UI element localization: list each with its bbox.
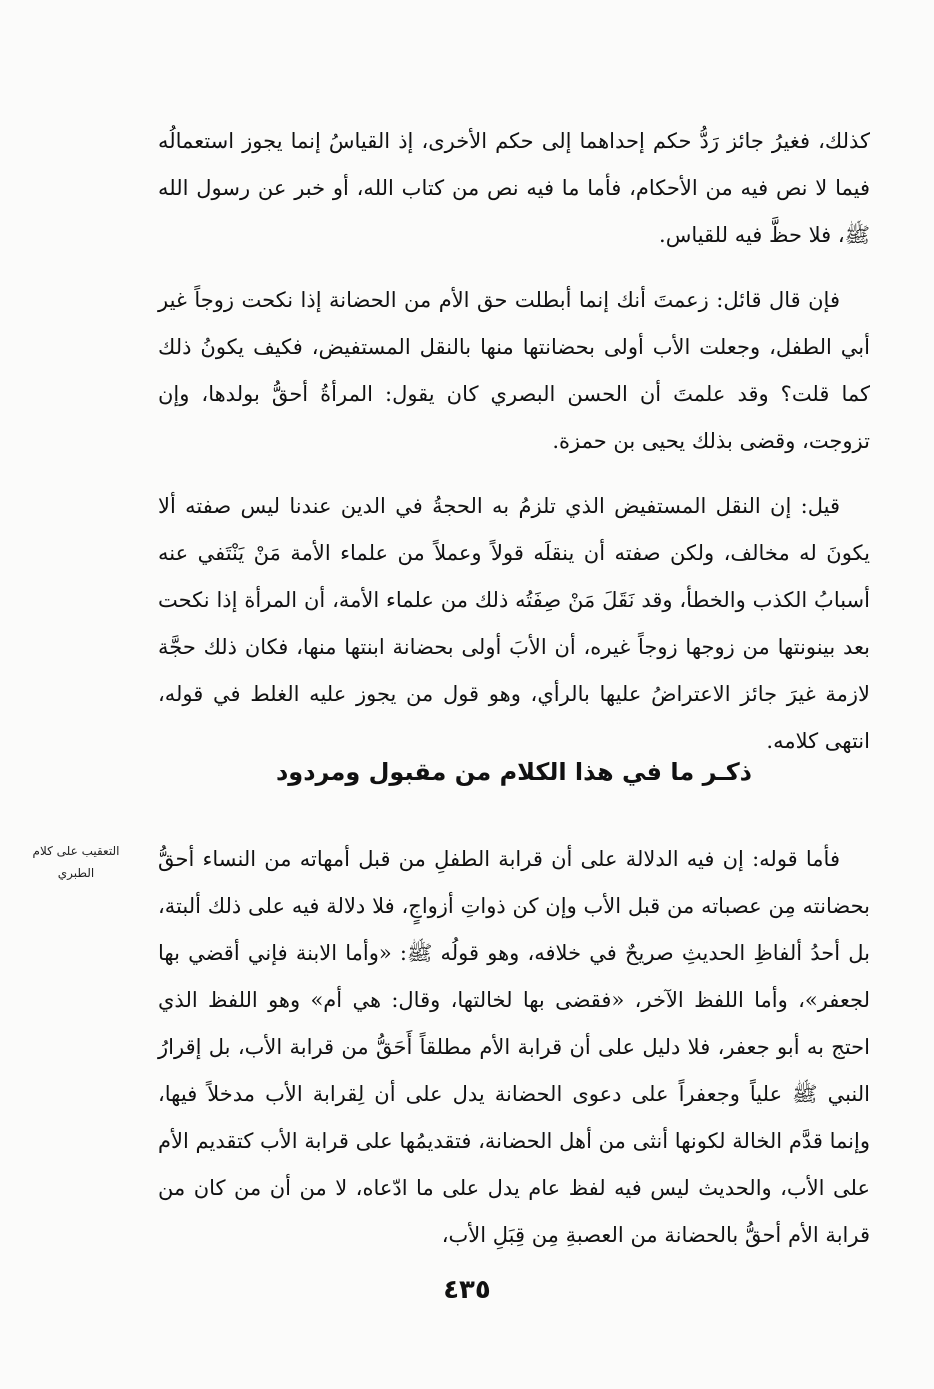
paragraph-text: قيل: إن النقل المستفيض الذي تلزمُ به الحجةُ في الدين عندنا ليس صفته ألا يكونَ له مخالف، ولكن صفته أن ينقلَه قولاً وعملاً من علماء الأمة مَنْ يَنْتَفي عنه أسبابُ الكذب والخطأ، وقد نَقَلَ مَنْ صِفَتُه ذلك من علماء الأمة، أن المرأة إذا نكحت بعد بينونتها من زوجها زوجاً غيره، أن الأبَ أولى بحضانة ابنتها منها، فكان ذلك حجَّة لازمة غيرَ جائز الاعتراضُ عليها بالرأي، وهو قول من يجوز عليه الغلط في قوله، انتهى كلامه.: [158, 494, 870, 753]
paragraph-text: كذلك، فغيرُ جائز رَدُّ حكم إحداهما إلى حكم الأخرى، إذ القياسُ إنما يجوز استعمالُه فيما لا نص فيه من الأحكام، فأما ما فيه نص من كتاب الله، أو خبر عن رسول الله ﷺ، فلا حظَّ فيه للقياس.: [158, 129, 870, 247]
paragraph-text: فإن قال قائل: زعمتَ أنك إنما أبطلت حق الأم من الحضانة إذا نكحت زوجاً غير أبي الطفل، وجعلت الأب أولى بحضانتها منها بالنقل المستفيض، فكيف يكونُ ذلك كما قلت؟ وقد علمتَ أن الحسن البصري كان يقول: المرأةُ أحقُّ بولدها، وإن تزوجت، وقضى بذلك يحيى بن حمزة.: [158, 288, 870, 453]
paragraph-2: [158, 277, 870, 465]
paragraph-3: [158, 483, 870, 765]
paragraph-4: [158, 836, 870, 1259]
paragraph-text: فأما قوله: إن فيه الدلالة على أن قرابة الطفلِ من قبل أمهاته من النساء أحقُّ بحضانته مِن عصباته من قبل الأب وإن كن ذواتِ أزواجٍ، فلا دلالة فيه على ذلك ألبتة، بل أحدُ ألفاظِ الحديثِ صريحٌ في خلافه، وهو قولُه ﷺ: «وأما الابنة فإني أقضي بها لجعفر»، وأما اللفظ الآخر، «فقضى بها لخالتها، وقال: هي أم» وهو اللفظ الذي احتج به أبو جعفر، فلا دليل على أن قرابة الأم مطلقاً أَحَقُّ من قرابة الأب، بل إقرارُ النبي ﷺ علياً وجعفراً على دعوى الحضانة يدل على أن لِقرابة الأب مدخلاً فيها، وإنما قدَّم الخالة لكونها أنثى من أهل الحضانة، فتقديمُها على قرابة الأب كتقديم الأم على الأب، والحديث ليس فيه لفظ عام يدل على ما ادّعاه، لا من أن من كان من قرابة الأم أحقُّ بالحضانة من العصبةِ مِن قِبَلِ الأب،: [158, 847, 870, 1247]
section-heading: ذكـر ما في هذا الكلام من مقبول ومردود: [275, 758, 752, 786]
page-number: ٤٣٥: [443, 1275, 491, 1305]
paragraph-1: [158, 118, 870, 259]
margin-note: التعقيب على كلام الطبري: [32, 844, 120, 880]
